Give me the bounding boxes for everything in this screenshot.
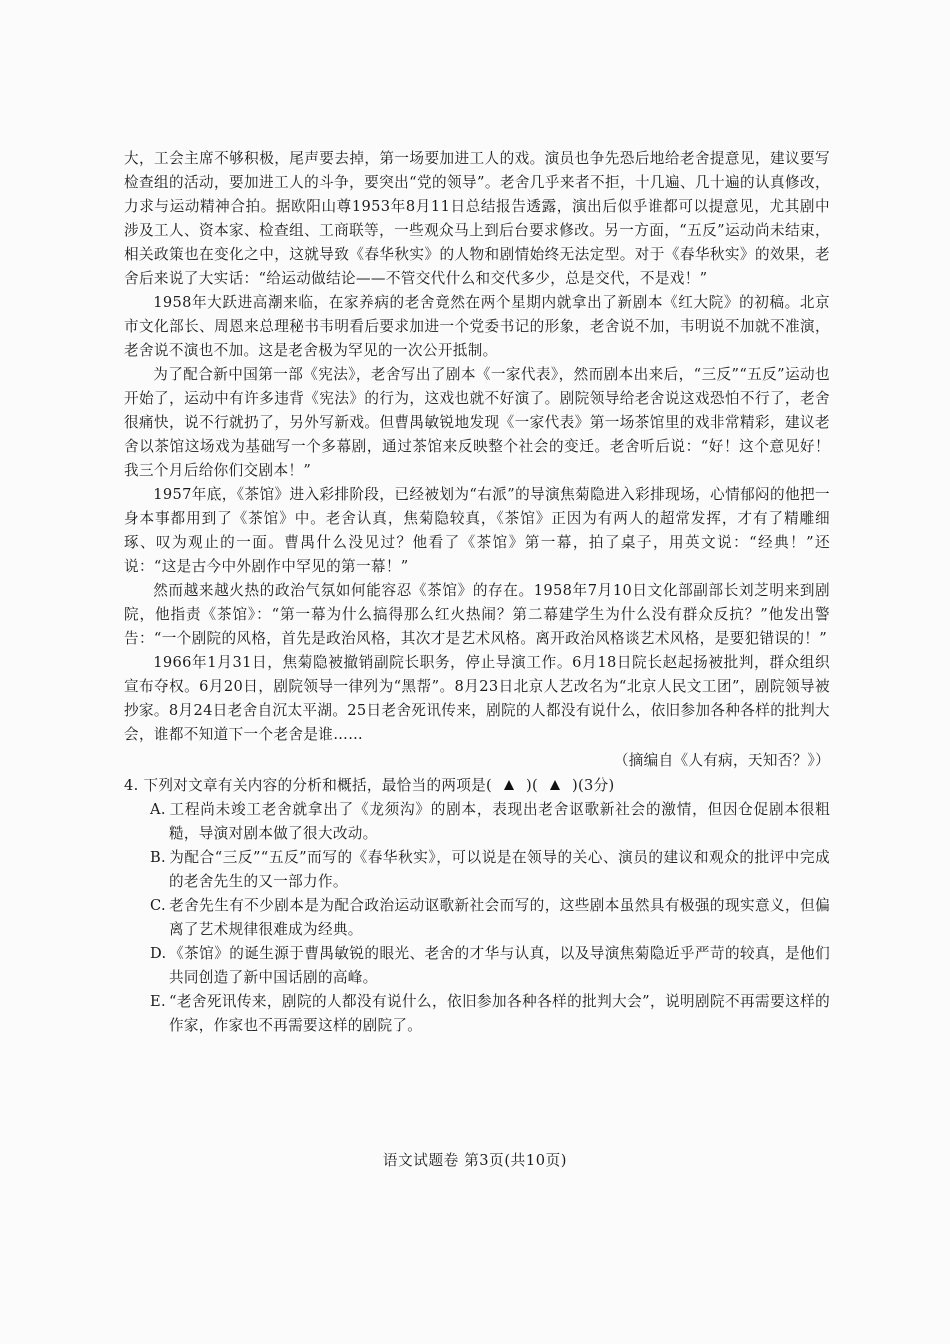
article-source: （摘编自《人有病，天知否？》）: [613, 752, 830, 769]
option-text: 为配合“三反”“五反”而写的《春华秋实》，可以说是在领导的关心、演员的建议和观众的批评中完成的老舍先生的又一部力作。: [169, 849, 830, 890]
option-letter: B.: [150, 849, 166, 866]
option-letter: E.: [150, 993, 166, 1010]
question-stem-suffix: )(3分): [572, 777, 615, 794]
option-text: “老舍死讯传来，剧院的人都没有说什么，依旧参加各种各样的批判大会”，说明剧院不再需要这样的作家，作家也不再需要这样的剧院了。: [169, 993, 830, 1034]
option-e: [127, 990, 830, 1038]
article-paragraph: 1966年1月31日，焦菊隐被撤销副院长职务，停止导演工作。6月18日院长赵起扬被批判，群众组织宣布夺权。6月20日，剧院领导一律列为“黑帮”。8月23日北京人艺改名为“北京人民文工团”，剧院领导被抄家。8月24日老舍自沉太平湖。25日老舍死讯传来，剧院的人都没有说什么，依旧参加各种各样的批判大会，谁都不知道下一个老舍是谁……: [124, 654, 830, 743]
option-text: 《茶馆》的诞生源于曹禺敏锐的眼光、老舍的才华与认真，以及导演焦菊隐近乎严苛的较真，是他们共同创造了新中国话剧的高峰。: [169, 945, 830, 986]
option-letter: D.: [150, 945, 167, 962]
triangle-icon: [504, 780, 514, 790]
article-paragraph: 然而越来越火热的政治气氛如何能容忍《茶馆》的存在。1958年7月10日文化部副部长刘芝明来到剧院，他指责《茶馆》：“第一幕为什么搞得那么红火热闹？第二幕建学生为什么没有群众反抗？”他发出警告：“一个剧院的风格，首先是政治风格，其次才是艺术风格。离开政治风格谈艺术风格，是要犯错误的！”: [124, 582, 830, 647]
option-b: [127, 846, 830, 894]
article-paragraph: 1958年大跃进高潮来临，在家养病的老舍竟然在两个星期内就拿出了新剧本《红大院》的初稿。北京市文化部长、周恩来总理秘书韦明看后要求加进一个党委书记的形象，老舍说不加，韦明说不加就不准演，老舍说不演也不加。这是老舍极为罕见的一次公开抵制。: [124, 294, 830, 359]
page-footer: 语文试题卷 第3页(共10页): [382, 1152, 568, 1169]
triangle-icon: [550, 780, 560, 790]
article-paragraph: 为了配合新中国第一部《宪法》，老舍写出了剧本《一家代表》，然而剧本出来后，“三反”“五反”运动也开始了，运动中有许多违背《宪法》的行为，这戏也就不好演了。剧院领导给老舍说这戏恐怕不行了，老舍很痛快，说不行就扔了，另外写新戏。但曹禺敏锐地发现《一家代表》第一场茶馆里的戏非常精彩，建议老舍以茶馆这场戏为基础写一个多幕剧，通过茶馆来反映整个社会的变迁。老舍听后说：“好！这个意见好！我三个月后给你们交剧本！”: [124, 366, 830, 479]
option-c: [127, 894, 830, 942]
question-blank-separator: )(: [526, 777, 539, 794]
answer-blank-2[interactable]: [538, 774, 572, 798]
question-4: [124, 774, 830, 1038]
option-text: 老舍先生有不少剧本是为配合政治运动讴歌新社会而写的，这些剧本虽然具有极强的现实意义，但偏离了艺术规律很难成为经典。: [169, 897, 830, 938]
option-text: 工程尚未竣工老舍就拿出了《龙须沟》的剧本，表现出老舍讴歌新社会的激情，但因仓促剧本很粗糙，导演对剧本做了很大改动。: [169, 801, 830, 842]
option-letter: C.: [150, 897, 166, 914]
question-stem-prefix: 4. 下列对文章有关内容的分析和概括，最恰当的两项是(: [124, 777, 493, 794]
article-paragraph: 大，工会主席不够积极，尾声要去掉，第一场要加进工人的戏。演员也争先恐后地给老舍提意见，建议要写检查组的活动，要加进工人的斗争，要突出“党的领导”。老舍几乎来者不拒，十几遍、几十遍的认真修改，力求与运动精神合拍。据欧阳山尊1953年8月11日总结报告透露，演出后似乎谁都可以提意见，尤其剧中涉及工人、资本家、检查组、工商联等，一些观众马上到后台要求修改。另一方面，“五反”运动尚未结束，相关政策也在变化之中，这就导致《春华秋实》的人物和剧情始终无法定型。对于《春华秋实》的效果，老舍后来说了大实话：“给运动做结论——不管交代什么和交代多少，总是交代，不是戏！”: [124, 150, 830, 287]
question-stem: [124, 774, 830, 798]
option-d: [127, 942, 830, 990]
option-a: [127, 798, 830, 846]
option-letter: A.: [150, 801, 166, 818]
answer-blank-1[interactable]: [492, 774, 526, 798]
article-paragraph: 1957年底，《茶馆》进入彩排阶段，已经被划为“右派”的导演焦菊隐进入彩排现场，心情郁闷的他把一身本事都用到了《茶馆》中。老舍认真，焦菊隐较真，《茶馆》正因为有两人的超常发挥，才有了精雕细琢、叹为观止的一面。曹禺什么没见过？他看了《茶馆》第一幕，拍了桌子，用英文说：“经典！”还说：“这是古今中外剧作中罕见的第一幕！”: [124, 486, 830, 575]
article-body: [124, 147, 830, 1038]
